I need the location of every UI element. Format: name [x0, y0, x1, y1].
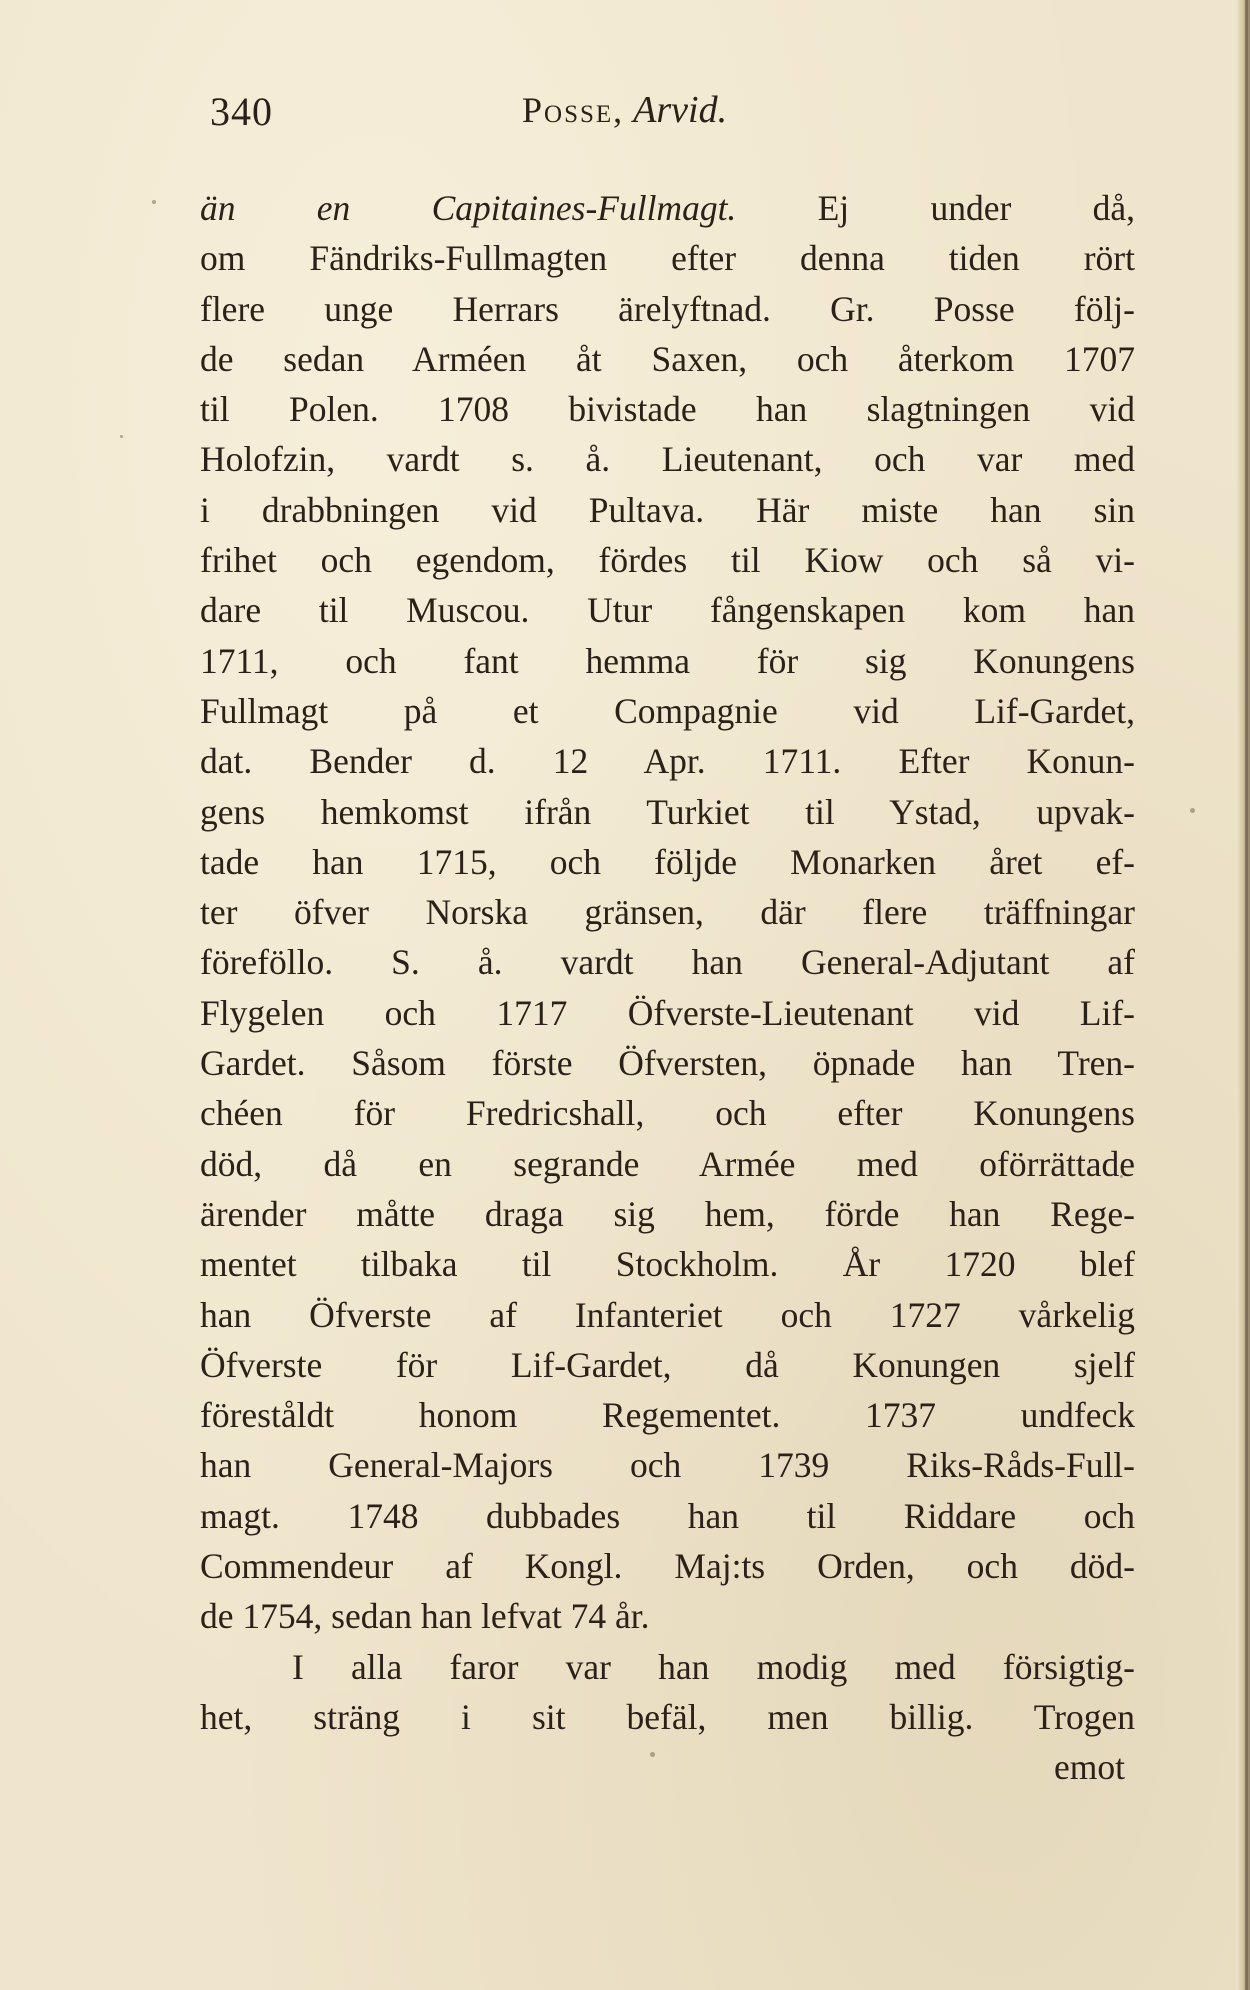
- text-line: föreföllo. S. å. vardt han General-Adjutant af: [200, 942, 1135, 983]
- text-line: Flygelen och 1717 Öfverste-Lieutenant vid Lif-: [200, 992, 1135, 1033]
- text-line: mentet tilbaka til Stockholm. År 1720 blef: [200, 1244, 1135, 1285]
- text-line: Commendeur af Kongl. Maj:ts Orden, och död-: [200, 1546, 1135, 1587]
- first-line-rest: Ej under då,: [817, 188, 1135, 228]
- text-line: han Öfverste af Infanteriet och 1727 vårkelig: [200, 1294, 1135, 1335]
- text-line: dare til Muscou. Utur fångenskapen kom han: [200, 590, 1135, 631]
- text-line: 1711, och fant hemma för sig Konungens: [200, 640, 1135, 681]
- ink-speck: [120, 435, 123, 438]
- page-number: 340: [210, 89, 273, 134]
- page-edge-line: [1245, 0, 1248, 1990]
- text-line: til Polen. 1708 bivistade han slagtningen vid: [200, 389, 1135, 430]
- text-line: Fullmagt på et Compagnie vid Lif-Gardet,: [200, 690, 1135, 731]
- text-line-1: [200, 183, 1135, 233]
- text-line: om Fändriks-Fullmagten efter denna tiden rört: [200, 238, 1135, 279]
- running-head-forename: Arvid.: [633, 89, 728, 131]
- ink-speck: [152, 200, 156, 204]
- text-line: dat. Bender d. 12 Apr. 1711. Efter Konun-: [200, 741, 1135, 782]
- text-line: Holofzin, vardt s. å. Lieutenant, och var med: [200, 439, 1135, 480]
- catchword: emot: [1054, 1747, 1125, 1788]
- paragraph-line: I alla faror var han modig med försigtig-: [292, 1646, 1135, 1687]
- text-line: Öfverste för Lif-Gardet, då Konungen sjelf: [200, 1344, 1135, 1385]
- text-line: magt. 1748 dubbades han til Riddare och: [200, 1495, 1135, 1536]
- text-line: flere unge Herrars ärelyftnad. Gr. Posse följ-: [200, 288, 1135, 329]
- text-line: de sedan Arméen åt Saxen, och återkom 1707: [200, 338, 1135, 379]
- running-head-surname: Posse,: [522, 90, 625, 130]
- text-line: tade han 1715, och följde Monarken året ef-: [200, 841, 1135, 882]
- ink-speck: [1190, 808, 1195, 813]
- first-line-italic: än en Capitaines-Fullmagt.: [200, 188, 737, 228]
- text-line: ärender måtte draga sig hem, förde han Rege-: [200, 1193, 1135, 1234]
- text-line: föreståldt honom Regementet. 1737 undfeck: [200, 1395, 1135, 1436]
- text-line: i drabbningen vid Pultava. Här miste han sin: [200, 489, 1135, 530]
- paragraph-line: het, sträng i sit befäl, men billig. Trogen: [200, 1696, 1135, 1737]
- text-line: frihet och egendom, fördes til Kiow och så vi-: [200, 540, 1135, 581]
- text-line: död, då en segrande Armée med oförrättade: [200, 1143, 1135, 1184]
- text-line: Gardet. Såsom förste Öfversten, öpnade han Tren-: [200, 1043, 1135, 1084]
- page-header: [210, 88, 1110, 138]
- text-line: ter öfver Norska gränsen, där flere träffningar: [200, 892, 1135, 933]
- body-text: [200, 183, 1135, 1793]
- running-head: [522, 88, 727, 132]
- text-line: han General-Majors och 1739 Riks-Råds-Full-: [200, 1445, 1135, 1486]
- text-line: chéen för Fredricshall, och efter Konungens: [200, 1093, 1135, 1134]
- text-line-last: de 1754, sedan han lefvat 74 år.: [200, 1596, 650, 1637]
- text-line: gens hemkomst ifrån Turkiet til Ystad, upvak-: [200, 791, 1135, 832]
